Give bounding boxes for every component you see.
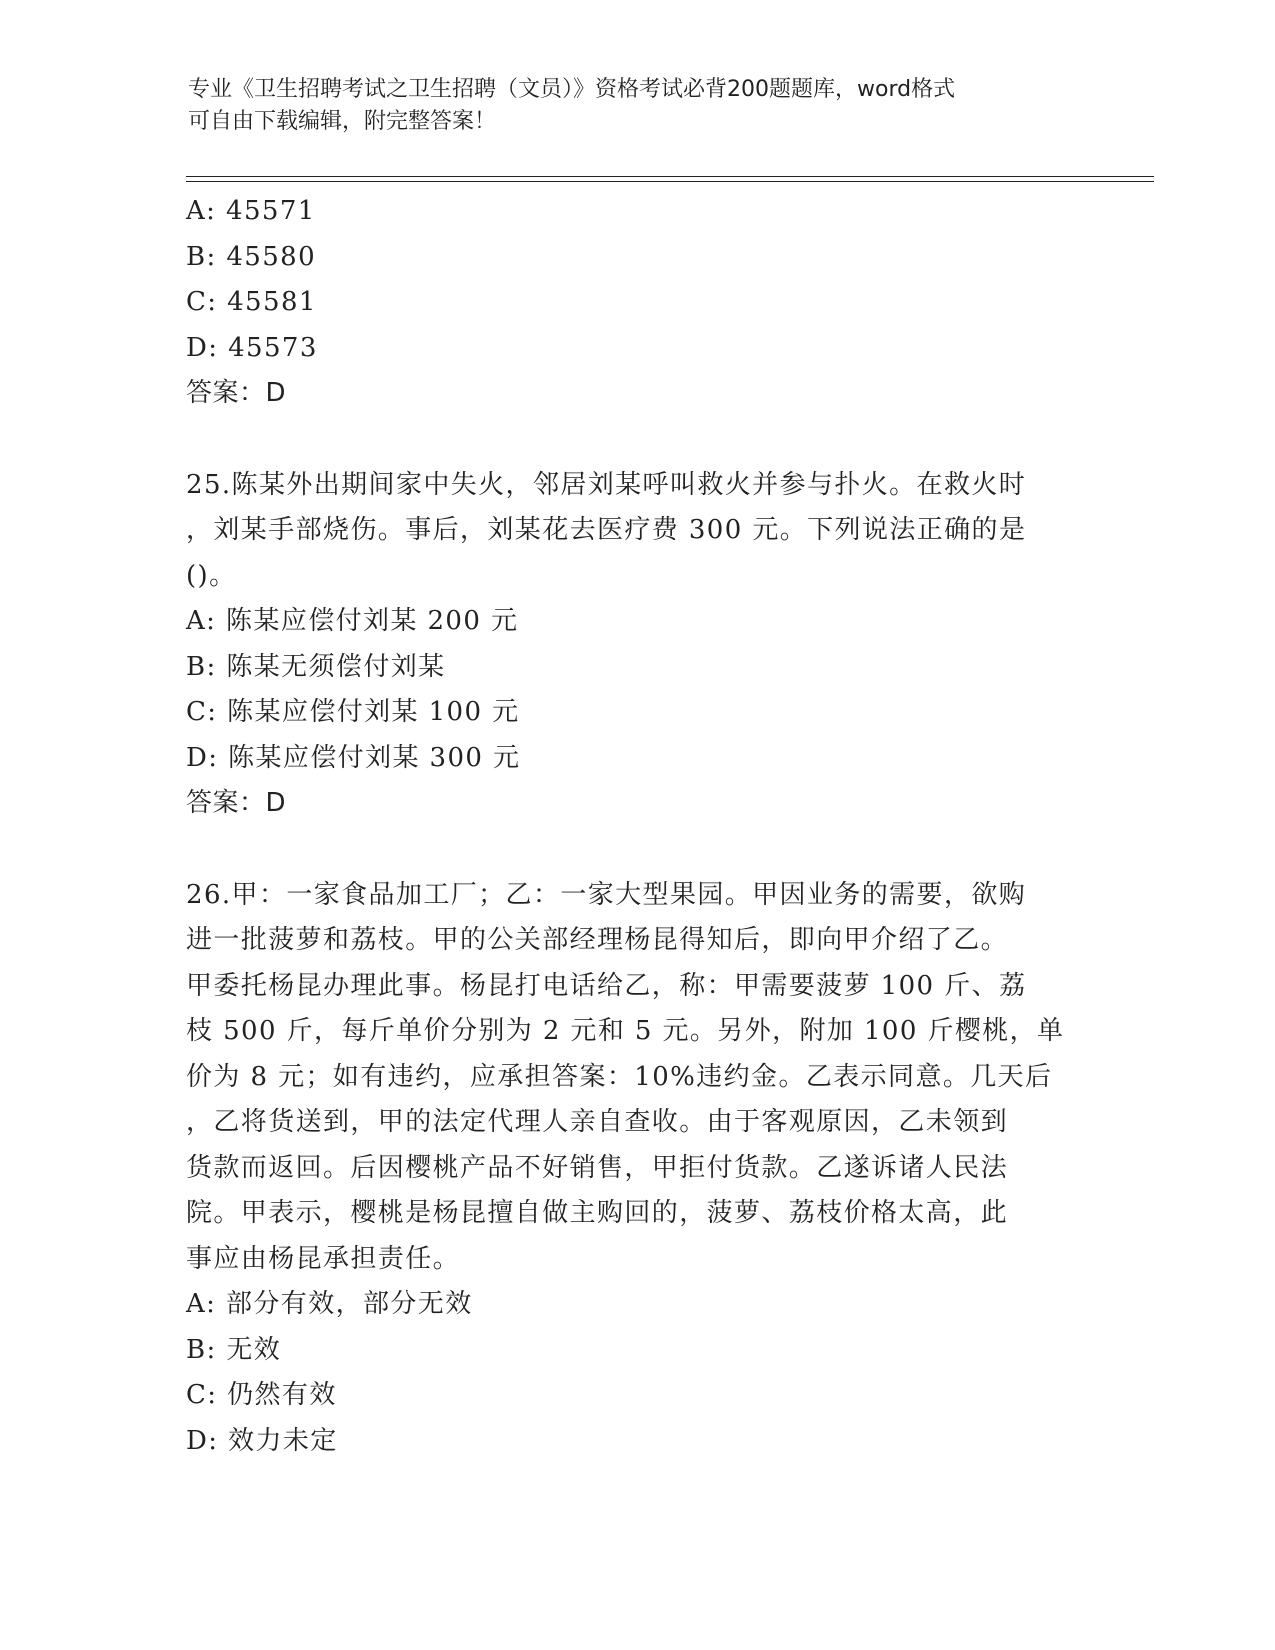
question-text-line: ，乙将货送到，甲的法定代理人亲自查收。由于客观原因，乙未领到 bbox=[186, 1107, 1009, 1137]
header-divider bbox=[186, 176, 1154, 182]
question-content bbox=[186, 189, 1086, 1464]
header-line-2: 可自由下载编辑，附完整答案！ bbox=[188, 109, 497, 134]
header-line-1: 专业《卫生招聘考试之卫生招聘（文员）》资格考试必背200题题库，word格式 bbox=[188, 77, 956, 102]
question-text-line: ，刘某手部烧伤。事后，刘某花去医疗费 300 元。下列说法正确的是 bbox=[186, 515, 1027, 545]
option-b: B: 无效 bbox=[186, 1334, 282, 1365]
question-text-line: 25.陈某外出期间家中失火，邻居刘某呼叫救火并参与扑火。在救火时 bbox=[186, 469, 1027, 500]
option-c: C: 仍然有效 bbox=[186, 1380, 337, 1410]
answer-line: 答案：D bbox=[186, 788, 287, 818]
question-text-line: 院。甲表示，樱桃是杨昆擅自做主购回的，菠萝、荔枝价格太高，此 bbox=[186, 1198, 1009, 1228]
option-b: B: 45580 bbox=[186, 241, 317, 272]
option-a: A: 部分有效，部分无效 bbox=[186, 1289, 473, 1319]
option-d: D: 45573 bbox=[186, 332, 318, 363]
question-block-25 bbox=[186, 463, 1086, 827]
option-d: D: 效力未定 bbox=[186, 1425, 338, 1456]
option-a: A: 陈某应偿付刘某 200 元 bbox=[186, 606, 519, 636]
question-text-line: 进一批菠萝和荔枝。甲的公关部经理杨昆得知后，即向甲介绍了乙。 bbox=[186, 925, 1009, 955]
question-text-line: ()。 bbox=[186, 560, 237, 591]
question-text-line: 枝 500 斤，每斤单价分别为 2 元和 5 元。另外，附加 100 斤樱桃，单 bbox=[186, 1016, 1065, 1046]
question-text-line: 价为 8 元；如有违约，应承担答案：10%违约金。乙表示同意。几天后 bbox=[186, 1061, 1053, 1092]
answer-line: 答案：D bbox=[186, 378, 287, 408]
option-b: B: 陈某无须偿付刘某 bbox=[186, 651, 446, 682]
question-text-line: 26.甲：一家食品加工厂；乙：一家大型果园。甲因业务的需要，欲购 bbox=[186, 879, 1027, 910]
option-d: D: 陈某应偿付刘某 300 元 bbox=[186, 742, 521, 773]
question-text-line: 事应由杨昆承担责任。 bbox=[186, 1243, 461, 1274]
question-block-26 bbox=[186, 873, 1086, 1465]
page-header bbox=[188, 74, 1068, 138]
option-a: A: 45571 bbox=[186, 196, 316, 226]
option-c: C: 45581 bbox=[186, 287, 317, 317]
option-c: C: 陈某应偿付刘某 100 元 bbox=[186, 697, 520, 727]
question-text-line: 甲委托杨昆办理此事。杨昆打电话给乙，称：甲需要菠萝 100 斤、荔 bbox=[186, 970, 1027, 1001]
question-text-line: 货款而返回。后因樱桃产品不好销售，甲拒付货款。乙遂诉诸人民法 bbox=[186, 1152, 1009, 1183]
question-block-24 bbox=[186, 189, 1086, 417]
